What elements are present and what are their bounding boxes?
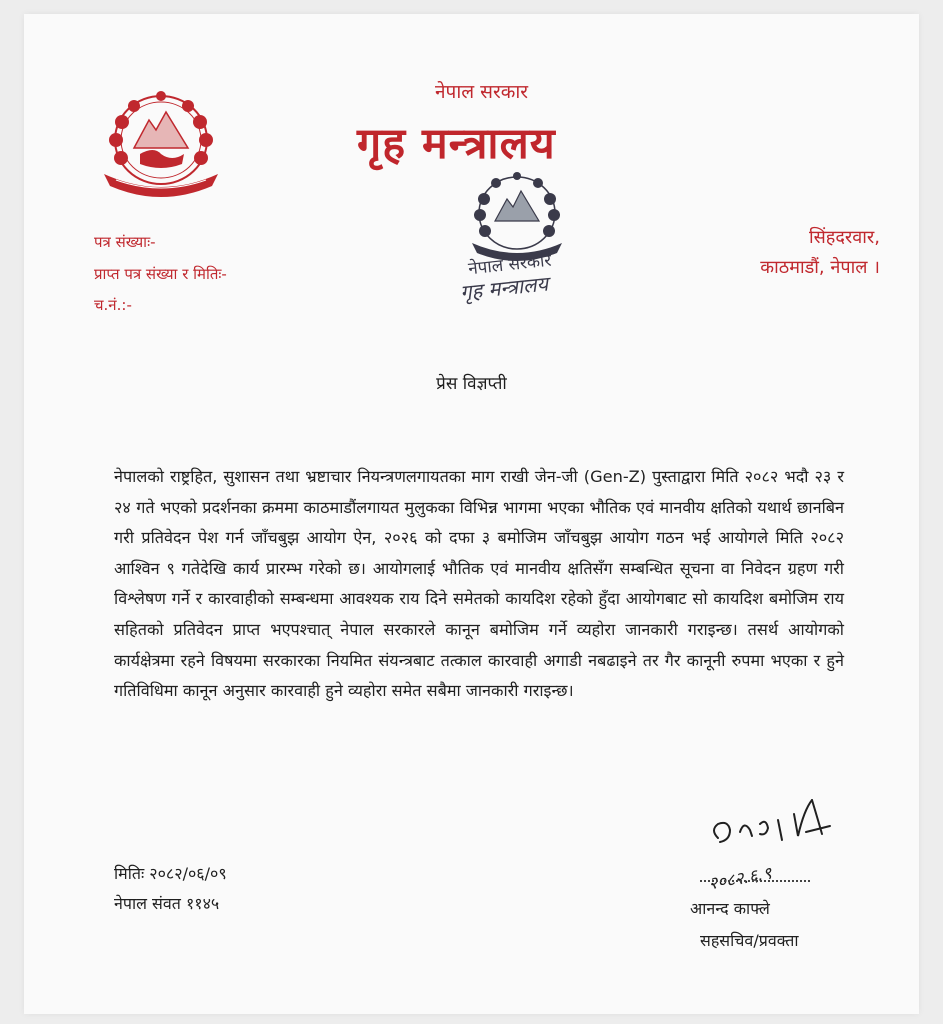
received-letter-label: प्राप्त पत्र संख्या र मितिः- xyxy=(94,265,227,283)
issue-date: मितिः २०८२/०६/०९ xyxy=(114,864,227,883)
dispatch-number-label: च.नं.:- xyxy=(94,296,132,314)
document-subject: प्रेस विज्ञप्ती xyxy=(436,374,507,394)
stamp-text-2: गृह मन्त्रालय xyxy=(459,271,550,305)
address-line-1: सिंहदरवार, xyxy=(808,227,880,248)
stamp-text-1: नेपाल सरकार xyxy=(467,250,553,280)
letter-number-label: पत्र संख्याः- xyxy=(94,233,156,251)
government-name: नेपाल सरकार xyxy=(435,81,529,103)
government-emblem-icon xyxy=(94,82,228,200)
press-release-body: नेपालको राष्ट्रहित, सुशासन तथा भ्रष्टाचार नियन्त्रणलगायतका माग राखी जेन-जी (Gen-Z) पुस्ताद्वारा मिति २०८२ भदौ २३ र २४ गते भएको प्रदर्शनका क्रममा काठमाडौंलगायत मुलुकका विभिन्न भागमा भएका भौतिक एवं मानवीय क्षतिको यथार्थ छानबिन गरी प्रतिवेदन पेश गर्न जाँचबुझ आयोग ऐन, २०२६ को दफा ३ बमोजिम जाँचबुझ आयोग गठन भई आयोगले मिति २०८२ आश्विन ९ गतेदेखि कार्य प्रारम्भ गरेको छ। आयोगलाई भौतिक एवं मानवीय क्षतिसँग सम्बन्धित सूचना वा निवेदन ग्रहण गरी विश्लेषण गर्ने र कारवाहीको सम्बन्धमा आवश्यक राय दिने समेतको कायदिश रहेको हुँदा आयोगबाट सो कायदिश बमोजिम राय सहितको प्रतिवेदन प्राप्त भएपश्चात् नेपाल सरकारले कानून बमोजिम गर्ने व्यहोरा जानकारी गराइन्छ। तसर्थ आयोगको कार्यक्षेत्रमा रहने विषयमा सरकारका नियमित संयन्त्रबाट तत्काल कारवाही अगाडी नबढाइने तर गैर कानूनी रुपमा भएका र हुने गतिविधिमा कानून अनुसार कारवाही हुने व्यहोरा समेत सबैमा जानकारी गराइन्छ। xyxy=(114,467,844,701)
signature-line xyxy=(700,880,810,882)
signature-date: २०८२.६.९ xyxy=(707,863,774,895)
signatory-name: आनन्द काफ्ले xyxy=(690,899,770,918)
ministry-title: गृह मन्त्रालय xyxy=(357,119,556,169)
nepal-sambat-date: नेपाल संवत ११४५ xyxy=(114,894,220,913)
ministry-stamp-icon xyxy=(462,165,572,265)
signatory-title: सहसचिव/प्रवक्ता xyxy=(700,931,799,950)
address-line-2: काठमाडौं, नेपाल । xyxy=(760,257,880,278)
